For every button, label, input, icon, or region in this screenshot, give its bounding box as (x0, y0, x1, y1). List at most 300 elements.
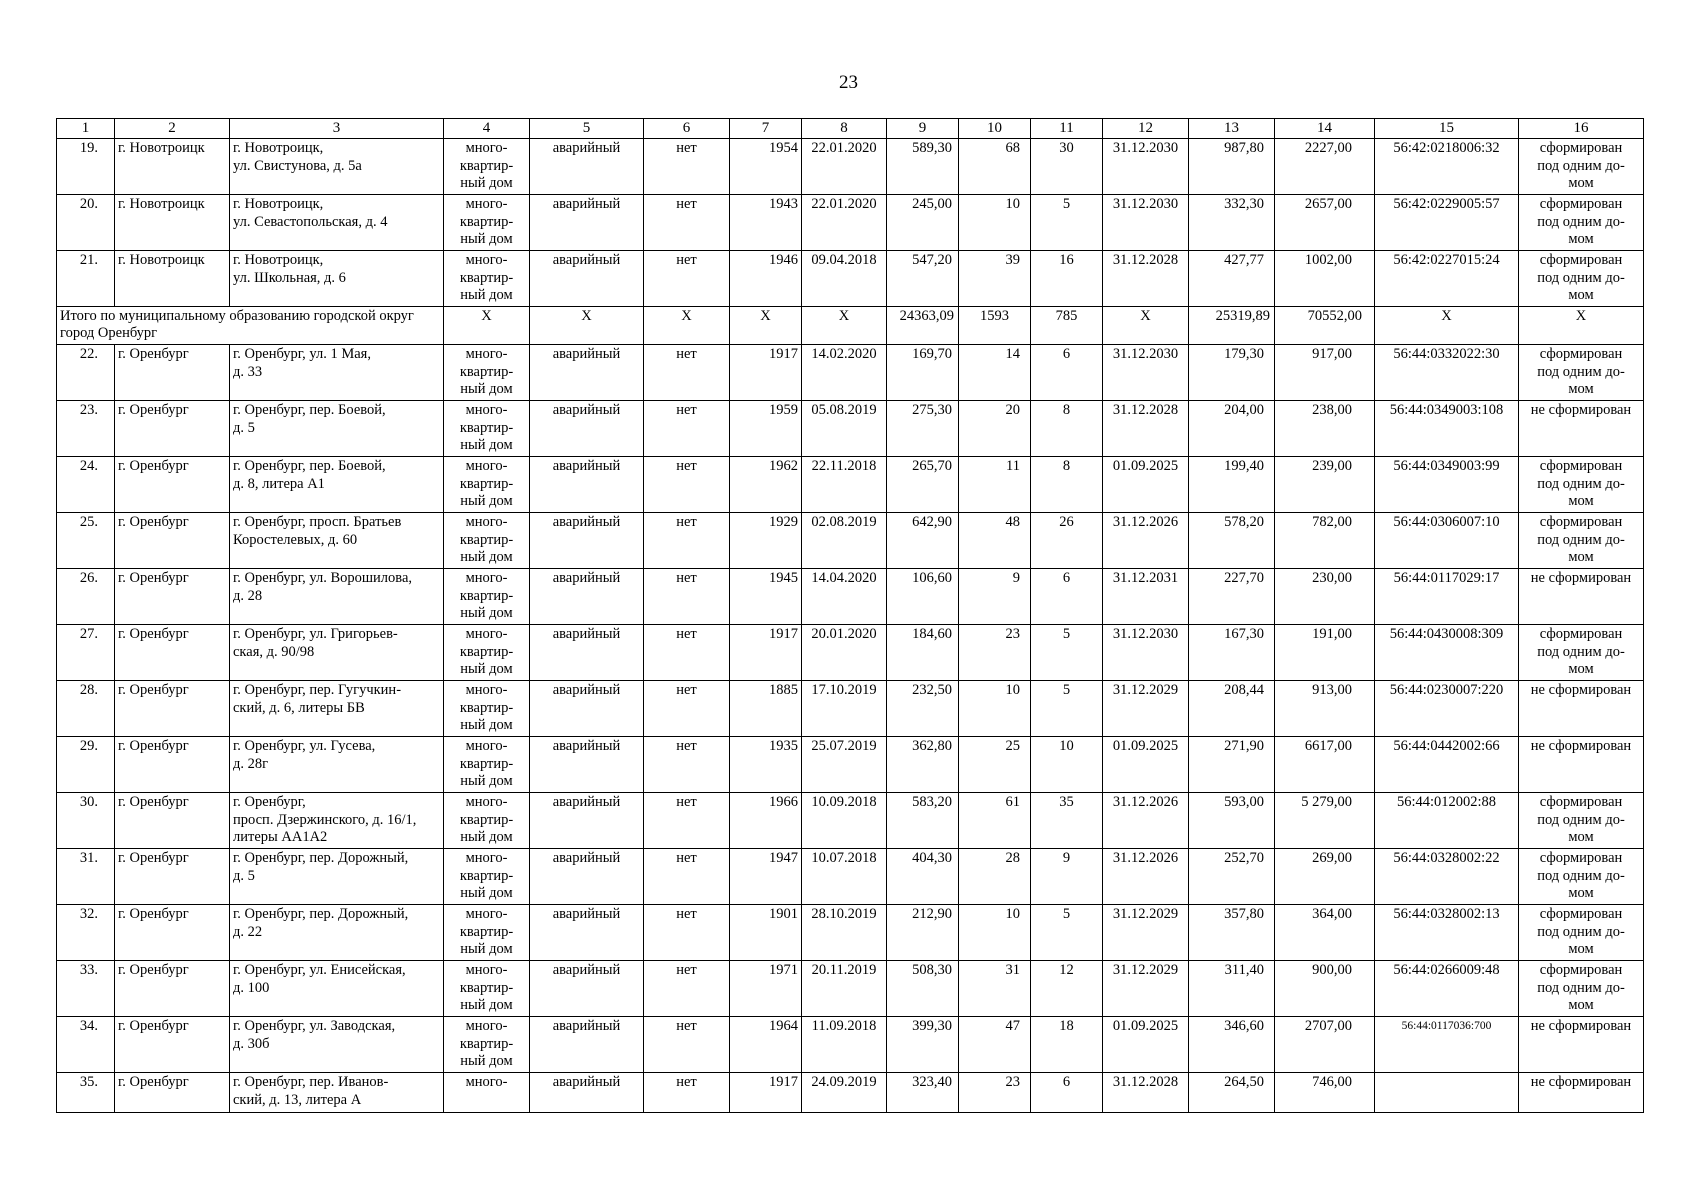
cell-flag-value: нет (644, 849, 730, 905)
cell-living-area: 245,00 (887, 195, 959, 251)
total-x: X (444, 307, 530, 345)
table-row (57, 737, 1644, 793)
cell-land-area: 746,00 (1275, 1073, 1375, 1113)
cell-residents-count: 10 (959, 681, 1031, 737)
column-number-1: 1 (57, 119, 115, 139)
cell-resettlement-deadline: 31.12.2028 (1103, 401, 1189, 457)
cell-building-type: много- квартир- ный дом (444, 251, 530, 307)
cell-land-area: 1002,00 (1275, 251, 1375, 307)
cell-land-plot-status: сформирован под одним до- мом (1519, 139, 1644, 195)
cell-municipality: г. Новотроицк (115, 139, 230, 195)
cell-land-area: 913,00 (1275, 681, 1375, 737)
column-number-10: 10 (959, 119, 1031, 139)
cell-living-area: 265,70 (887, 457, 959, 513)
cell-residents-count: 23 (959, 625, 1031, 681)
column-number-4: 4 (444, 119, 530, 139)
cell-address: г. Оренбург, ул. Енисейская, д. 100 (230, 961, 444, 1017)
column-number-14: 14 (1275, 119, 1375, 139)
cell-residents-count: 28 (959, 849, 1031, 905)
cell-premises-count: 8 (1031, 401, 1103, 457)
cell-land-plot-status: сформирован под одним до- мом (1519, 849, 1644, 905)
cell-condition-status: аварийный (530, 513, 644, 569)
cell-flag-value: нет (644, 139, 730, 195)
cell-resettled-area: 593,00 (1189, 793, 1275, 849)
cell-premises-count: 6 (1031, 345, 1103, 401)
cell-building-type: много- квартир- ный дом (444, 681, 530, 737)
cell-municipality: г. Оренбург (115, 401, 230, 457)
cell-recognition-date: 28.10.2019 (802, 905, 887, 961)
cell-cadastral-number: 56:44:0117029:17 (1375, 569, 1519, 625)
cell-flag-value: нет (644, 195, 730, 251)
cell-land-area: 900,00 (1275, 961, 1375, 1017)
cell-cadastral-number: 56:42:0218006:32 (1375, 139, 1519, 195)
table-row (57, 457, 1644, 513)
cell-residents-count: 25 (959, 737, 1031, 793)
cell-recognition-date: 24.09.2019 (802, 1073, 887, 1113)
cell-resettlement-deadline: 31.12.2029 (1103, 681, 1189, 737)
cell-flag-value: нет (644, 737, 730, 793)
cell-living-area: 508,30 (887, 961, 959, 1017)
cell-flag-value: нет (644, 251, 730, 307)
cell-recognition-date: 22.01.2020 (802, 195, 887, 251)
cell-resettled-area: 199,40 (1189, 457, 1275, 513)
cell-municipality: г. Оренбург (115, 513, 230, 569)
table-row (57, 569, 1644, 625)
cell-building-type: много- квартир- ный дом (444, 625, 530, 681)
table-row (57, 961, 1644, 1017)
cell-resettlement-deadline: 31.12.2029 (1103, 905, 1189, 961)
cell-condition-status: аварийный (530, 737, 644, 793)
cell-flag-value: нет (644, 905, 730, 961)
cell-land-plot-status: сформирован под одним до- мом (1519, 625, 1644, 681)
cell-land-plot-status: сформирован под одним до- мом (1519, 513, 1644, 569)
cell-resettlement-deadline: 31.12.2028 (1103, 1073, 1189, 1113)
cell-building-type: много- квартир- ный дом (444, 961, 530, 1017)
cell-build-year: 1964 (730, 1017, 802, 1073)
cell-municipality: г. Оренбург (115, 1073, 230, 1113)
cell-residents-count: 11 (959, 457, 1031, 513)
cell-row-number: 33. (57, 961, 115, 1017)
cell-address: г. Оренбург, пер. Боевой, д. 8, литера А1 (230, 457, 444, 513)
cell-land-plot-status: сформирован под одним до- мом (1519, 251, 1644, 307)
cell-condition-status: аварийный (530, 457, 644, 513)
cell-address: г. Оренбург, ул. Заводская, д. 30б (230, 1017, 444, 1073)
cell-land-area: 2657,00 (1275, 195, 1375, 251)
table-row (57, 1073, 1644, 1113)
cell-living-area: 184,60 (887, 625, 959, 681)
cell-condition-status: аварийный (530, 139, 644, 195)
total-premises: 785 (1031, 307, 1103, 345)
column-number-7: 7 (730, 119, 802, 139)
cell-living-area: 232,50 (887, 681, 959, 737)
cell-address: г. Оренбург, просп. Братьев Коростелевых, д. 60 (230, 513, 444, 569)
cell-resettlement-deadline: 31.12.2030 (1103, 139, 1189, 195)
cell-build-year: 1929 (730, 513, 802, 569)
cell-recognition-date: 10.07.2018 (802, 849, 887, 905)
cell-municipality: г. Оренбург (115, 849, 230, 905)
cell-condition-status: аварийный (530, 625, 644, 681)
cell-resettled-area: 311,40 (1189, 961, 1275, 1017)
cell-resettlement-deadline: 31.12.2030 (1103, 625, 1189, 681)
cell-premises-count: 5 (1031, 625, 1103, 681)
cell-recognition-date: 14.02.2020 (802, 345, 887, 401)
cell-living-area: 589,30 (887, 139, 959, 195)
cell-residents-count: 20 (959, 401, 1031, 457)
cell-flag-value: нет (644, 345, 730, 401)
cell-address: г. Новотроицк, ул. Севастопольская, д. 4 (230, 195, 444, 251)
cell-condition-status: аварийный (530, 401, 644, 457)
cell-address: г. Оренбург, просп. Дзержинского, д. 16/1, литеры АА1А2 (230, 793, 444, 849)
table-body (57, 119, 1644, 1113)
cell-address: г. Новотроицк, ул. Свистунова, д. 5а (230, 139, 444, 195)
cell-living-area: 362,80 (887, 737, 959, 793)
cell-land-plot-status: не сформирован (1519, 1073, 1644, 1113)
cell-recognition-date: 11.09.2018 (802, 1017, 887, 1073)
cell-municipality: г. Оренбург (115, 457, 230, 513)
cell-build-year: 1917 (730, 345, 802, 401)
cell-resettlement-deadline: 31.12.2026 (1103, 849, 1189, 905)
cell-premises-count: 5 (1031, 681, 1103, 737)
cell-land-area: 917,00 (1275, 345, 1375, 401)
cell-build-year: 1943 (730, 195, 802, 251)
cell-build-year: 1954 (730, 139, 802, 195)
cell-living-area: 642,90 (887, 513, 959, 569)
cell-row-number: 30. (57, 793, 115, 849)
cell-land-plot-status: сформирован под одним до- мом (1519, 457, 1644, 513)
cell-cadastral-number: 56:44:0442002:66 (1375, 737, 1519, 793)
cell-cadastral-number: 56:44:0230007:220 (1375, 681, 1519, 737)
cell-address: г. Оренбург, пер. Иванов- ский, д. 13, литера А (230, 1073, 444, 1113)
cell-living-area: 547,20 (887, 251, 959, 307)
cell-building-type: много- квартир- ный дом (444, 345, 530, 401)
cell-municipality: г. Оренбург (115, 1017, 230, 1073)
cell-premises-count: 5 (1031, 905, 1103, 961)
cell-recognition-date: 25.07.2019 (802, 737, 887, 793)
table-row (57, 849, 1644, 905)
cell-recognition-date: 22.11.2018 (802, 457, 887, 513)
cell-recognition-date: 05.08.2019 (802, 401, 887, 457)
cell-land-area: 2707,00 (1275, 1017, 1375, 1073)
cell-row-number: 26. (57, 569, 115, 625)
cell-living-area: 169,70 (887, 345, 959, 401)
cell-living-area: 212,90 (887, 905, 959, 961)
cell-building-type: много- квартир- ный дом (444, 457, 530, 513)
cell-residents-count: 48 (959, 513, 1031, 569)
cell-building-type: много- квартир- ный дом (444, 737, 530, 793)
cell-resettlement-deadline: 01.09.2025 (1103, 737, 1189, 793)
cell-build-year: 1917 (730, 625, 802, 681)
cell-row-number: 21. (57, 251, 115, 307)
cell-resettled-area: 427,77 (1189, 251, 1275, 307)
cell-land-plot-status: сформирован под одним до- мом (1519, 195, 1644, 251)
cell-resettlement-deadline: 01.09.2025 (1103, 1017, 1189, 1073)
cell-land-area: 230,00 (1275, 569, 1375, 625)
cell-flag-value: нет (644, 457, 730, 513)
cell-cadastral-number: 56:44:0328002:22 (1375, 849, 1519, 905)
cell-cadastral-number: 56:44:0328002:13 (1375, 905, 1519, 961)
cell-building-type: много- квартир- ный дом (444, 139, 530, 195)
cell-resettled-area: 264,50 (1189, 1073, 1275, 1113)
cell-row-number: 31. (57, 849, 115, 905)
cell-cadastral-number (1375, 1073, 1519, 1113)
cell-cadastral-number: 56:44:0349003:99 (1375, 457, 1519, 513)
table-row (57, 195, 1644, 251)
cell-cadastral-number: 56:44:0332022:30 (1375, 345, 1519, 401)
total-row (57, 307, 1644, 345)
cell-row-number: 25. (57, 513, 115, 569)
cell-land-plot-status: не сформирован (1519, 401, 1644, 457)
cell-building-type: много- квартир- ный дом (444, 513, 530, 569)
total-x: X (1519, 307, 1644, 345)
column-number-12: 12 (1103, 119, 1189, 139)
cell-address: г. Оренбург, ул. Ворошилова, д. 28 (230, 569, 444, 625)
cell-land-plot-status: не сформирован (1519, 737, 1644, 793)
cell-building-type: много- квартир- ный дом (444, 849, 530, 905)
cell-row-number: 32. (57, 905, 115, 961)
cell-cadastral-number: 56:44:012002:88 (1375, 793, 1519, 849)
cell-address: г. Оренбург, ул. Гусева, д. 28г (230, 737, 444, 793)
cell-premises-count: 10 (1031, 737, 1103, 793)
cell-premises-count: 18 (1031, 1017, 1103, 1073)
cell-condition-status: аварийный (530, 905, 644, 961)
cell-premises-count: 6 (1031, 569, 1103, 625)
cell-premises-count: 6 (1031, 1073, 1103, 1113)
cell-land-plot-status: не сформирован (1519, 569, 1644, 625)
cell-row-number: 27. (57, 625, 115, 681)
table-row (57, 625, 1644, 681)
total-x: X (644, 307, 730, 345)
cell-living-area: 399,30 (887, 1017, 959, 1073)
cell-resettled-area: 332,30 (1189, 195, 1275, 251)
cell-resettled-area: 357,80 (1189, 905, 1275, 961)
housing-table (56, 118, 1644, 1113)
cell-building-type: много- квартир- ный дом (444, 195, 530, 251)
cell-condition-status: аварийный (530, 961, 644, 1017)
cell-cadastral-number: 56:42:0229005:57 (1375, 195, 1519, 251)
column-number-15: 15 (1375, 119, 1519, 139)
cell-land-plot-status: сформирован под одним до- мом (1519, 345, 1644, 401)
cell-build-year: 1901 (730, 905, 802, 961)
cell-address: г. Оренбург, ул. 1 Мая, д. 33 (230, 345, 444, 401)
cell-resettled-area: 227,70 (1189, 569, 1275, 625)
table-row (57, 251, 1644, 307)
cell-row-number: 35. (57, 1073, 115, 1113)
total-x: X (1103, 307, 1189, 345)
cell-resettlement-deadline: 31.12.2026 (1103, 793, 1189, 849)
cell-build-year: 1966 (730, 793, 802, 849)
cell-build-year: 1935 (730, 737, 802, 793)
cell-premises-count: 35 (1031, 793, 1103, 849)
cell-municipality: г. Оренбург (115, 625, 230, 681)
cell-build-year: 1885 (730, 681, 802, 737)
column-number-5: 5 (530, 119, 644, 139)
cell-land-area: 6617,00 (1275, 737, 1375, 793)
cell-row-number: 24. (57, 457, 115, 513)
cell-land-area: 238,00 (1275, 401, 1375, 457)
cell-address: г. Оренбург, пер. Дорожный, д. 22 (230, 905, 444, 961)
cell-row-number: 29. (57, 737, 115, 793)
column-number-3: 3 (230, 119, 444, 139)
cell-residents-count: 61 (959, 793, 1031, 849)
cell-resettlement-deadline: 31.12.2030 (1103, 195, 1189, 251)
cell-land-area: 269,00 (1275, 849, 1375, 905)
cell-resettlement-deadline: 31.12.2031 (1103, 569, 1189, 625)
cell-building-type: много- квартир- ный дом (444, 569, 530, 625)
cell-residents-count: 68 (959, 139, 1031, 195)
cell-recognition-date: 20.01.2020 (802, 625, 887, 681)
cell-recognition-date: 22.01.2020 (802, 139, 887, 195)
cell-flag-value: нет (644, 681, 730, 737)
total-residents: 1593 (959, 307, 1031, 345)
cell-flag-value: нет (644, 401, 730, 457)
cell-residents-count: 14 (959, 345, 1031, 401)
cell-condition-status: аварийный (530, 681, 644, 737)
cell-building-type: много- квартир- ный дом (444, 793, 530, 849)
column-number-2: 2 (115, 119, 230, 139)
cell-living-area: 404,30 (887, 849, 959, 905)
cell-resettlement-deadline: 01.09.2025 (1103, 457, 1189, 513)
cell-recognition-date: 14.04.2020 (802, 569, 887, 625)
cell-build-year: 1946 (730, 251, 802, 307)
cell-cadastral-number: 56:44:0266009:48 (1375, 961, 1519, 1017)
cell-resettlement-deadline: 31.12.2029 (1103, 961, 1189, 1017)
cell-cadastral-number: 56:44:0306007:10 (1375, 513, 1519, 569)
cell-flag-value: нет (644, 1073, 730, 1113)
cell-residents-count: 9 (959, 569, 1031, 625)
cell-residents-count: 23 (959, 1073, 1031, 1113)
cell-municipality: г. Оренбург (115, 569, 230, 625)
cell-building-type: много- (444, 1073, 530, 1113)
cell-building-type: много- квартир- ный дом (444, 905, 530, 961)
cell-living-area: 323,40 (887, 1073, 959, 1113)
total-resettled-area: 25319,89 (1189, 307, 1275, 345)
cell-premises-count: 12 (1031, 961, 1103, 1017)
cell-build-year: 1917 (730, 1073, 802, 1113)
cell-recognition-date: 02.08.2019 (802, 513, 887, 569)
cell-living-area: 583,20 (887, 793, 959, 849)
cell-recognition-date: 17.10.2019 (802, 681, 887, 737)
cell-recognition-date: 09.04.2018 (802, 251, 887, 307)
cell-condition-status: аварийный (530, 849, 644, 905)
cell-row-number: 34. (57, 1017, 115, 1073)
cell-cadastral-number: 56:42:0227015:24 (1375, 251, 1519, 307)
cell-flag-value: нет (644, 1017, 730, 1073)
table-row (57, 513, 1644, 569)
cell-residents-count: 31 (959, 961, 1031, 1017)
cell-living-area: 275,30 (887, 401, 959, 457)
cell-flag-value: нет (644, 625, 730, 681)
cell-flag-value: нет (644, 793, 730, 849)
cell-municipality: г. Оренбург (115, 681, 230, 737)
table-row (57, 681, 1644, 737)
cell-residents-count: 39 (959, 251, 1031, 307)
cell-cadastral-number: 56:44:0349003:108 (1375, 401, 1519, 457)
table-row (57, 905, 1644, 961)
total-x: X (530, 307, 644, 345)
cell-address: г. Оренбург, пер. Дорожный, д. 5 (230, 849, 444, 905)
cell-address: г. Оренбург, пер. Гугучкин- ский, д. 6, литеры БВ (230, 681, 444, 737)
cell-resettled-area: 987,80 (1189, 139, 1275, 195)
column-number-16: 16 (1519, 119, 1644, 139)
cell-build-year: 1947 (730, 849, 802, 905)
cell-resettled-area: 578,20 (1189, 513, 1275, 569)
cell-premises-count: 5 (1031, 195, 1103, 251)
cell-land-plot-status: не сформирован (1519, 1017, 1644, 1073)
column-number-header (57, 119, 1644, 139)
cell-municipality: г. Оренбург (115, 345, 230, 401)
cell-condition-status: аварийный (530, 569, 644, 625)
cell-building-type: много- квартир- ный дом (444, 1017, 530, 1073)
total-x: X (802, 307, 887, 345)
cell-resettled-area: 346,60 (1189, 1017, 1275, 1073)
cell-build-year: 1945 (730, 569, 802, 625)
cell-residents-count: 10 (959, 905, 1031, 961)
cell-cadastral-number: 56:44:0117036:700 (1375, 1017, 1519, 1073)
cell-resettlement-deadline: 31.12.2026 (1103, 513, 1189, 569)
cell-residents-count: 10 (959, 195, 1031, 251)
cell-land-plot-status: сформирован под одним до- мом (1519, 961, 1644, 1017)
cell-land-area: 364,00 (1275, 905, 1375, 961)
cell-resettled-area: 204,00 (1189, 401, 1275, 457)
cell-condition-status: аварийный (530, 1073, 644, 1113)
total-land-area: 70552,00 (1275, 307, 1375, 345)
cell-cadastral-number: 56:44:0430008:309 (1375, 625, 1519, 681)
cell-resettled-area: 271,90 (1189, 737, 1275, 793)
total-x: X (1375, 307, 1519, 345)
cell-resettlement-deadline: 31.12.2030 (1103, 345, 1189, 401)
cell-build-year: 1971 (730, 961, 802, 1017)
cell-row-number: 19. (57, 139, 115, 195)
cell-municipality: г. Оренбург (115, 961, 230, 1017)
cell-condition-status: аварийный (530, 345, 644, 401)
cell-row-number: 20. (57, 195, 115, 251)
column-number-9: 9 (887, 119, 959, 139)
cell-municipality: г. Новотроицк (115, 195, 230, 251)
cell-land-plot-status: сформирован под одним до- мом (1519, 905, 1644, 961)
cell-premises-count: 8 (1031, 457, 1103, 513)
cell-municipality: г. Оренбург (115, 905, 230, 961)
cell-recognition-date: 20.11.2019 (802, 961, 887, 1017)
cell-living-area: 106,60 (887, 569, 959, 625)
table-row (57, 139, 1644, 195)
cell-resettlement-deadline: 31.12.2028 (1103, 251, 1189, 307)
cell-row-number: 28. (57, 681, 115, 737)
cell-row-number: 22. (57, 345, 115, 401)
column-number-8: 8 (802, 119, 887, 139)
cell-resettled-area: 167,30 (1189, 625, 1275, 681)
cell-land-plot-status: сформирован под одним до- мом (1519, 793, 1644, 849)
cell-building-type: много- квартир- ный дом (444, 401, 530, 457)
cell-address: г. Оренбург, пер. Боевой, д. 5 (230, 401, 444, 457)
cell-premises-count: 26 (1031, 513, 1103, 569)
cell-land-area: 782,00 (1275, 513, 1375, 569)
cell-residents-count: 47 (959, 1017, 1031, 1073)
cell-address: г. Новотроицк, ул. Школьная, д. 6 (230, 251, 444, 307)
cell-condition-status: аварийный (530, 195, 644, 251)
cell-premises-count: 16 (1031, 251, 1103, 307)
column-number-11: 11 (1031, 119, 1103, 139)
cell-municipality: г. Новотроицк (115, 251, 230, 307)
page-number: 23 (839, 72, 858, 93)
cell-flag-value: нет (644, 513, 730, 569)
table-row (57, 793, 1644, 849)
cell-land-plot-status: не сформирован (1519, 681, 1644, 737)
cell-resettled-area: 179,30 (1189, 345, 1275, 401)
column-number-6: 6 (644, 119, 730, 139)
cell-land-area: 191,00 (1275, 625, 1375, 681)
cell-land-area: 5 279,00 (1275, 793, 1375, 849)
cell-land-area: 239,00 (1275, 457, 1375, 513)
